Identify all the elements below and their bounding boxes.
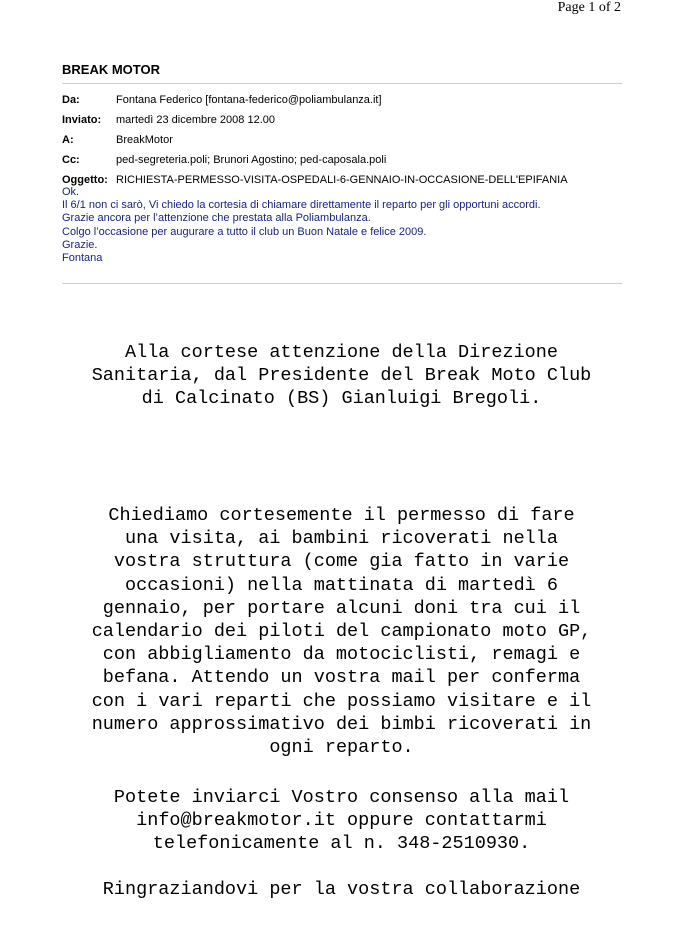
- email-body-line: Fontana: [62, 252, 103, 265]
- letter-closing: [40, 878, 643, 901]
- body-divider: [62, 283, 622, 284]
- header-row-to: [62, 130, 622, 150]
- letter-line: occasioni) nella mattinata di martedì 6: [125, 574, 558, 596]
- letter-line: vostra struttura (come gia fatto in varie: [113, 551, 570, 573]
- header-divider: [62, 83, 622, 84]
- letter-line: gennaio, per portare alcuni doni tra cui il: [102, 597, 581, 619]
- letter-line: Sanitaria, dal Presidente del Break Moto Club: [91, 365, 592, 387]
- header-label: Inviato:: [62, 114, 102, 126]
- sender-name: BREAK MOTOR: [62, 62, 160, 77]
- header-label: Da:: [62, 94, 80, 106]
- header-value-to: BreakMotor: [116, 134, 173, 146]
- letter-line: di Calcinato (BS) Gianluigi Bregoli.: [141, 388, 542, 410]
- letter-line: info@breakmotor.it oppure contattarmi: [136, 810, 547, 832]
- letter-request: [40, 504, 643, 759]
- header-row-cc: [62, 150, 622, 170]
- letter-line: numero approssimativo dei bimbi ricoverati in: [91, 713, 592, 735]
- header-value-cc: ped-segreteria.poli; Brunori Agostino; ped-caposala.poli: [116, 154, 387, 166]
- header-value-sent: martedì 23 dicembre 2008 12.00: [116, 114, 275, 126]
- email-body-line: Ok.: [62, 186, 80, 198]
- header-label: A:: [62, 134, 74, 146]
- letter-addressee: [40, 341, 643, 411]
- email-body-line: Grazie.: [62, 238, 98, 251]
- letter-line: Potete inviarci Vostro consenso alla mail: [113, 787, 570, 808]
- letter-line: ogni reparto.: [269, 737, 414, 759]
- email-body-line: Colgo l’occasione per augurare a tutto il club un Buon Natale e felice 2009.: [62, 225, 427, 238]
- email-body: [62, 186, 642, 265]
- email-headers: [62, 90, 622, 190]
- header-value-subject: RICHIESTA-PERMESSO-VISITA-OSPEDALI-6-GENNAIO-IN-OCCASIONE-DELL'EPIFANIA: [116, 174, 568, 186]
- letter-line: Alla cortese attenzione della Direzione: [125, 342, 558, 363]
- page-number: Page 1 of 2: [557, 0, 621, 15]
- header-value-from: Fontana Federico [fontana-federico@poliambulanza.it]: [116, 94, 382, 106]
- letter-line: calendario dei piloti del campionato moto GP,: [91, 621, 592, 643]
- letter-line: Chiediamo cortesemente il permesso di fare: [108, 505, 575, 526]
- letter-line: una visita, ai bambini ricoverati nella: [125, 528, 558, 550]
- header-label: Oggetto:: [62, 174, 108, 186]
- email-body-line: Il 6/1 non ci sarò, Vi chiedo la cortesia di chiamare direttamente il reparto per gli opportuni accordi.: [62, 199, 541, 212]
- letter-contact: [40, 786, 643, 856]
- header-row-from: [62, 90, 622, 110]
- letter-line: con i vari reparti che possiamo visitare e il: [91, 690, 592, 712]
- letter-line: con abbigliamento da motociclisti, remagi e: [102, 644, 581, 666]
- email-body-line: Grazie ancora per l’attenzione che prestata alla Poliambulanza.: [62, 212, 371, 225]
- letter-line: Ringraziandovi per la vostra collaborazione: [102, 879, 581, 900]
- header-label: Cc:: [62, 154, 80, 166]
- letter-line: telefonicamente al n. 348-2510930.: [152, 833, 531, 855]
- header-row-sent: [62, 110, 622, 130]
- letter-line: befana. Attendo un vostra mail per conferma: [102, 667, 581, 689]
